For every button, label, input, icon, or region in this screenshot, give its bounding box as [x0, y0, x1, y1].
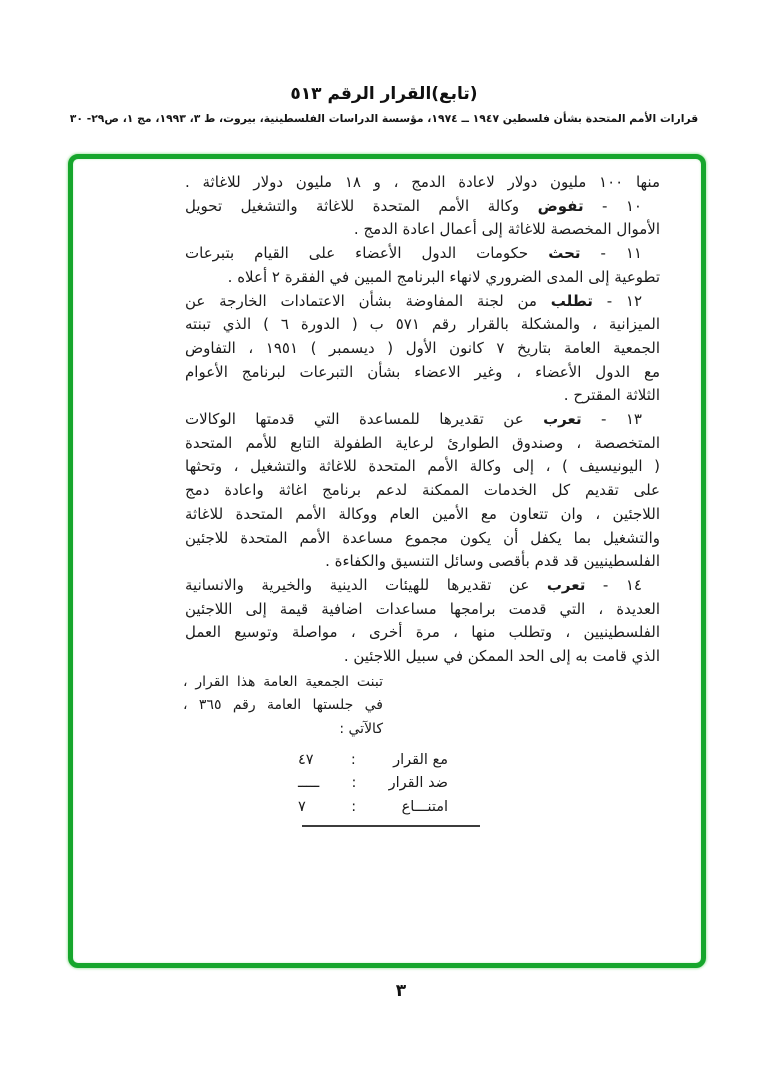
paragraph-line: تطوعية إلى المدى الضروري لانهاء البرنامج المبين في الفقرة ٢ أعلاه . [227, 267, 660, 286]
paragraph-14 [185, 574, 660, 669]
adoption-line: كالآتي : [339, 720, 383, 737]
paragraph-line: الجمعية العامة بتاريخ ٧ كانون الأول ( ديسمبر ) ١٩٥١ ، التفاوض [185, 338, 660, 357]
para-keyword: تعرب [543, 410, 582, 429]
vote-value: ٤٧ [298, 751, 314, 768]
vote-separator: : [350, 751, 356, 768]
paragraph-line: الثلاثة المقترح . [563, 386, 660, 405]
page-number: ٣ [395, 981, 407, 1001]
source-citation: قرارات الأمم المتحدة بشأن فلسطين ١٩٤٧ ــ ١٩٧٤، مؤسسة الدراسات الفلسطينية، بيروت، ط ٣، ١٩٩٣، مج ١، ص٢٩- ٣٠ [69, 112, 699, 125]
para-number: ١٤ - [585, 575, 642, 594]
paragraph-line: الفلسطينيين قد قدم بأقصى وسائل التنسيق والكفاءة . [325, 552, 660, 571]
paragraph-13 [185, 408, 660, 574]
paragraph-line: ( اليونيسيف ) ، إلى وكالة الأمم المتحدة للاغاثة والتشغيل ، وتحثها [185, 457, 660, 476]
paragraph-10 [185, 195, 660, 242]
paragraph-continuation [185, 171, 660, 195]
vote-row-abstain [298, 796, 448, 819]
para-keyword: تفوض [537, 196, 584, 215]
paragraph-line: العديدة ، التي قدمت برامجها مساعدات اضافية قيمة إلى اللاجئين [185, 599, 660, 618]
vote-row-for [298, 749, 448, 772]
adoption-statement [183, 671, 383, 741]
para-number: ١٢ - [592, 291, 643, 310]
paragraph-line: مع الدول الأعضاء ، وغير الاعضاء بشأن التبرعات لبرنامج الأعوام [185, 362, 660, 381]
para-number: ١٠ - [583, 196, 642, 215]
para-number: ١٣ - [581, 410, 642, 429]
paragraph-line [185, 290, 660, 314]
vote-row-against [298, 772, 448, 795]
paragraph-11 [185, 242, 660, 289]
paragraph-line: على تقديم كل الخدمات الممكنة لدعم برنامج اغاثة واعادة دمج [185, 481, 660, 500]
paragraph-line: الميزانية ، والمشكلة بالقرار رقم ٥٧١ ب ( الدورة ٦ ) الذي تبنته [185, 315, 660, 334]
paragraph-line: الذي قامت به إلى الحد الممكن في سبيل اللاجئين . [343, 647, 660, 666]
vote-label: امتنـــاع [401, 798, 448, 815]
paragraph-line: المتخصصة ، وصندوق الطوارئ لرعاية الطفولة التابع للأمم المتحدة [185, 433, 660, 452]
results-divider [302, 825, 480, 827]
document-body [185, 171, 660, 827]
paragraph-12 [185, 290, 660, 409]
voting-results [298, 749, 448, 819]
para-text: عن تقديرها للهيئات الدينية والخيرية والانسانية [185, 575, 547, 594]
para-text: عن تقديرها للمساعدة التي قدمتها الوكالات [185, 410, 544, 429]
paragraph-line [185, 242, 660, 266]
adoption-line: في جلستها العامة رقم ٣٦٥ ، [183, 697, 384, 714]
vote-value: ٧ [298, 798, 306, 815]
paragraph-line [185, 574, 660, 598]
paragraph-line [185, 195, 660, 219]
adoption-line: تبنت الجمعية العامة هذا القرار ، [183, 673, 383, 690]
para-keyword: تطلب [550, 291, 593, 310]
para-keyword: تعرب [546, 575, 586, 594]
para-text: وكالة الأمم المتحدة للاغاثة والتشغيل تحويل [185, 196, 538, 215]
vote-label: مع القرار [393, 751, 448, 768]
paragraph-line: الأموال المخصصة للاغاثة إلى أعمال اعادة الدمج . [353, 220, 660, 239]
vote-label: ضد القرار [388, 775, 448, 792]
vote-separator: : [351, 775, 357, 792]
paragraph-line: اللاجئين ، وان تتعاون مع الأمين العام ووكالة الأمم المتحدة للاغاثة [185, 504, 660, 523]
paragraph-line: الفلسطينيين ، وتطلب منها ، مرة أخرى ، مواصلة وتوسيع العمل [185, 623, 660, 642]
para-number: ١١ - [580, 244, 642, 263]
para-text: حكومات الدول الأعضاء على القيام بتبرعات [185, 244, 549, 263]
paragraph-line [185, 408, 660, 432]
paragraph-line: منها ١٠٠ مليون دولار لاعادة الدمج ، و ١٨ مليون دولار للاغاثة . [185, 173, 660, 191]
vote-value: ـــــ [298, 775, 320, 792]
vote-separator: : [351, 798, 357, 815]
para-text: من لجنة المفاوضة بشأن الاعتمادات الخارجة عن [185, 291, 551, 310]
header-title: (تابع)القرار الرقم ٥١٣ [290, 84, 478, 104]
paragraph-line: والتشغيل بما يكفل أن يكون مجموع مساعدة الأمم المتحدة للاجئين [185, 528, 660, 547]
para-keyword: تحث [548, 244, 581, 263]
